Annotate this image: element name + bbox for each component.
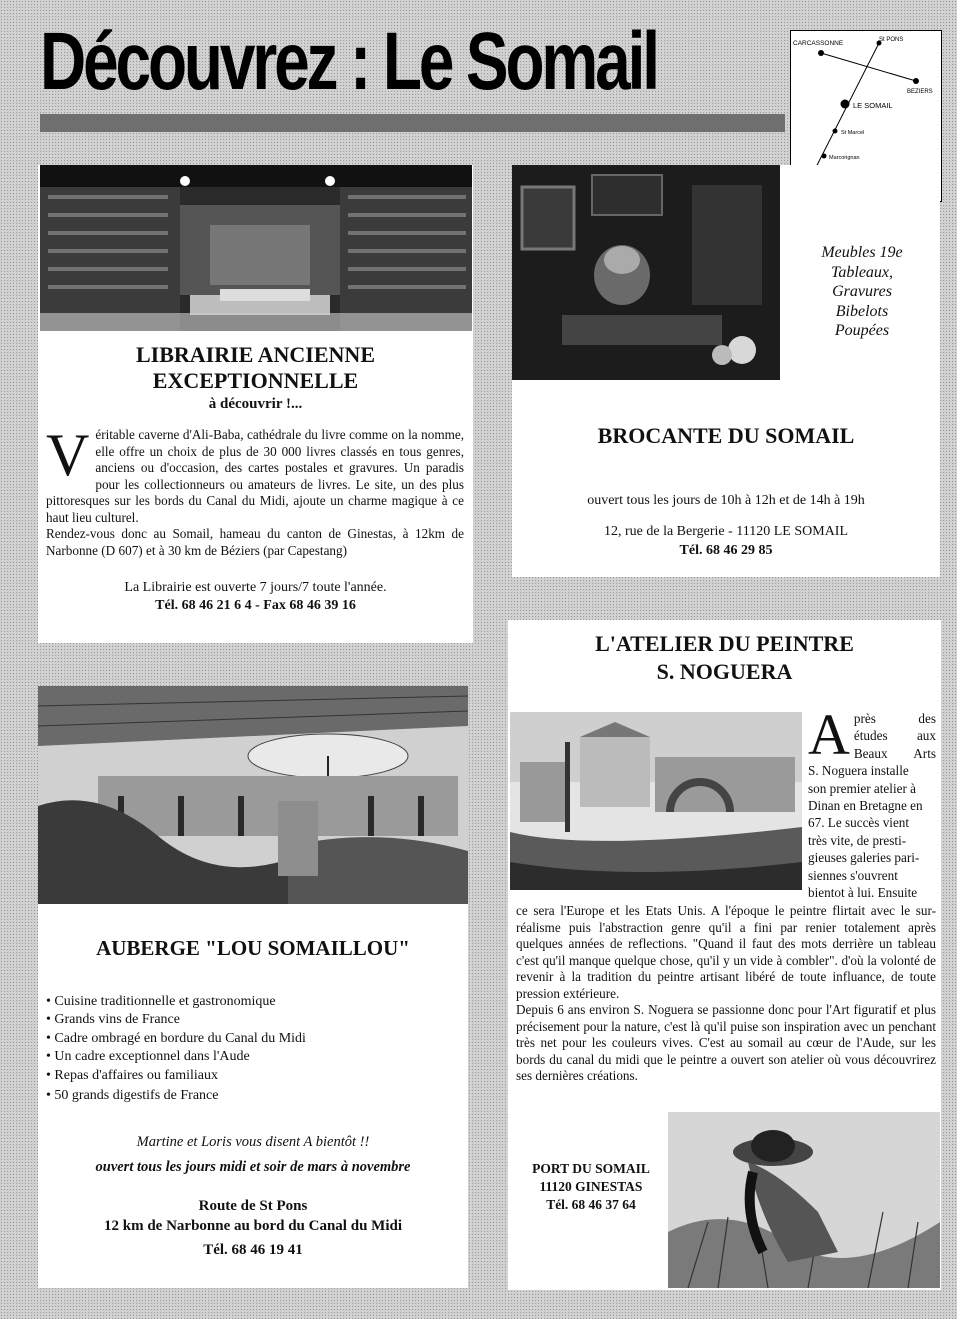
librairie-dropcap: V <box>46 422 90 488</box>
auberge-greeting: Martine et Loris vous disent A bientôt !! <box>136 1134 370 1150</box>
librairie-title-line2: EXCEPTIONNELLE <box>152 368 359 393</box>
auberge-panel <box>38 686 468 1288</box>
atelier-painting-figure <box>668 1112 940 1288</box>
auberge-bullet: • Repas d'affaires ou familiaux <box>46 1067 461 1085</box>
title-underline-bar <box>40 114 785 132</box>
auberge-phone: Tél. 68 46 19 41 <box>203 1242 303 1258</box>
atelier-column-line: gieuses galeries pari- <box>808 850 920 866</box>
map-label-beziers: BEZIERS <box>907 89 933 95</box>
map-label-marcorignan: Marcorignan <box>829 155 860 161</box>
atelier-column-line: siennes s'ouvrent <box>808 867 898 883</box>
brocante-item: Tableaux, <box>830 263 894 281</box>
brocante-photo <box>512 165 780 380</box>
map-label-st-marcel: St Marcel <box>841 130 865 136</box>
map-label-le-somail: LE SOMAIL <box>853 101 893 110</box>
brocante-address: 12, rue de la Bergerie - 11120 LE SOMAIL <box>603 524 849 539</box>
auberge-bullet: • Cadre ombragé en bordure du Canal du Midi <box>46 1030 461 1048</box>
brocante-panel <box>512 165 940 577</box>
librairie-title-line1: LIBRAIRIE ANCIENNE <box>135 342 375 367</box>
map-label-st-pons: St PONS <box>879 37 904 43</box>
auberge-address-line2: 12 km de Narbonne au bord du Canal du Midi <box>104 1218 402 1234</box>
atelier-column-line: bientot à lui. Ensuite <box>808 885 918 901</box>
atelier-column-line: Beaux Arts <box>853 745 936 761</box>
atelier-column-line: son premier atelier à <box>808 780 917 796</box>
atelier-paragraph-continued: ce sera l'Europe et les Etats Unis. A l'époque le peintre flirtait avec le sur-réalisme puis l'abstraction genre qu'il a fini par renier totalement après quelques années de reflections. "Quand il faut des mots derrière un tableau c'est qu'il manque quelque chose, qu'il y un vide à combler". d'où la volonté de revenir à la tradition du peintre artisant libéré de toute influance, de toute pression extérieure. <box>516 903 936 1001</box>
auberge-bullet: • Grands vins de France <box>46 1011 461 1029</box>
atelier-paragraph3: Depuis 6 ans environ S. Noguera se passionne donc pour l'Art figuratif et plus précisement pour la nature, c'est là qu'il puise son inspiration avec un penchant très net pour les couleurs vives. C'est au somail au cœur de l'Aude, sur les bords du canal du midi que le peintre a ouvert son atelier où vous découvrirez ses dernières créations. <box>516 1002 936 1083</box>
librairie-panel <box>38 165 473 643</box>
brocante-title: BROCANTE DU SOMAIL <box>597 423 855 448</box>
atelier-column-line: S. Noguera installe <box>808 763 909 779</box>
auberge-terrace-photo <box>38 686 468 904</box>
brocante-item: Gravures <box>832 283 892 300</box>
atelier-column-line: Dinan en Bretagne en <box>808 798 923 814</box>
librairie-paragraph2: Rendez-vous donc au Somail, hameau du canton de Ginestas, à 12km de Narbonne (D 607) et à 30 km de Béziers (par Capestang) <box>46 526 464 558</box>
librairie-subtitle: à découvrir !... <box>208 396 303 412</box>
auberge-bullet: • Cuisine traditionnelle et gastronomique <box>46 993 461 1011</box>
atelier-column-line: près des <box>853 711 936 726</box>
atelier-title-line2: S. NOGUERA <box>656 659 793 684</box>
librairie-hours: La Librairie est ouverte 7 jours/7 toute l'année. <box>124 580 387 595</box>
atelier-column-line: études aux <box>853 728 936 744</box>
page-title: Découvrez : Le Somail <box>40 16 657 107</box>
atelier-painting-village <box>510 712 802 890</box>
brocante-item: Bibelots <box>835 302 889 320</box>
brocante-hours: ouvert tous les jours de 10h à 12h et de 14h à 19h <box>587 493 865 508</box>
atelier-contact-line3: Tél. 68 46 37 64 <box>546 1197 636 1212</box>
librairie-contact: Tél. 68 46 21 6 4 - Fax 68 46 39 16 <box>155 598 356 613</box>
auberge-bullet: • 50 grands digestifs de France <box>46 1087 461 1105</box>
auberge-title: AUBERGE "LOU SOMAILLOU" <box>96 936 410 960</box>
brocante-phone: Tél. 68 46 29 85 <box>679 543 773 558</box>
auberge-bullet: • Un cadre exceptionnel dans l'Aude <box>46 1048 461 1066</box>
auberge-address-line1: Route de St Pons <box>198 1198 308 1214</box>
atelier-title-line1: L'ATELIER DU PEINTRE <box>595 631 854 656</box>
brocante-item: Poupées <box>834 322 890 339</box>
atelier-contact-line1: PORT DU SOMAIL <box>532 1161 650 1176</box>
auberge-opening: ouvert tous les jours midi et soir de mars à novembre <box>95 1159 411 1175</box>
atelier-panel <box>508 620 941 1290</box>
librairie-paragraph1: éritable caverne d'Ali-Baba, cathédrale du livre comme on la nomme, elle offre un choix de plus de 30 000 livres classés en tous genres, anciens ou d'occasion, des cartes postales et gravures. Un paradis pour les collectionneurs ou amateurs de livres. Le site, un des plus pittoresques sur les bords du Canal du Midi, ajoute un charme magique à ce haut lieu culturel. <box>46 427 464 525</box>
atelier-contact-line2: 11120 GINESTAS <box>539 1179 643 1194</box>
library-photo <box>40 165 472 331</box>
atelier-column-line: très vite, de presti- <box>808 832 907 848</box>
atelier-dropcap: A <box>808 702 850 767</box>
brocante-item: Meubles 19e <box>821 244 903 261</box>
atelier-column-line: 67. Le succès vient <box>808 815 910 831</box>
map-label-carcassonne: CARCASSONNE <box>793 40 844 47</box>
